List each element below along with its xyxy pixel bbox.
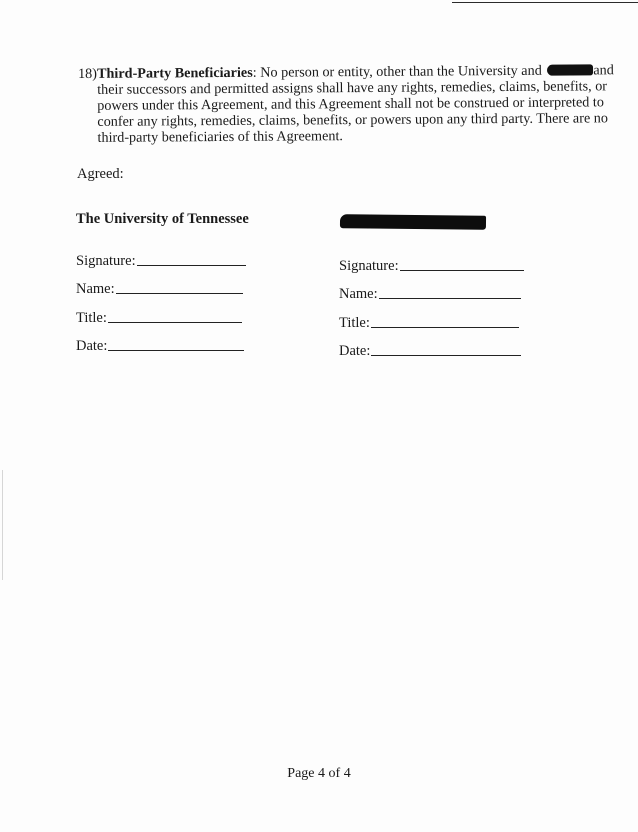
clause-text-1a: : No person or entity, other than the University and (252, 62, 546, 81)
clause-line-3: powers under this Agreement, and this Agreement shall not be construed or interpreted to (97, 94, 605, 114)
signature-line[interactable] (137, 252, 246, 266)
title-line[interactable] (371, 314, 519, 328)
date-row (76, 327, 246, 356)
scan-edge-line (452, 2, 638, 3)
party-left-name: The University of Tennessee (76, 211, 249, 227)
title-label: Title: (76, 309, 107, 326)
signature-row (339, 246, 524, 275)
title-row (339, 303, 524, 332)
name-label: Name: (76, 281, 115, 297)
footer-current-page: 4 (318, 766, 326, 781)
date-label: Date: (76, 338, 108, 354)
date-row (339, 332, 524, 361)
name-row (339, 275, 524, 304)
clause-heading: Third-Party Beneficiaries (96, 64, 253, 82)
signature-label: Signature: (339, 257, 399, 274)
name-row (76, 270, 246, 299)
date-label: Date: (339, 343, 371, 359)
scan-edge-shadow (2, 470, 3, 580)
clause-line-5: third-party beneficiaries of this Agreement. (97, 128, 343, 146)
redaction-bar-inline (547, 64, 593, 75)
name-label: Name: (339, 286, 378, 302)
clause-number: 18) (78, 65, 98, 82)
signature-row (76, 241, 246, 270)
clause-text-1b: and (593, 62, 614, 79)
clause-line-2: their successors and permitted assigns shall have any rights, remedies, claims, benefits, or (97, 78, 608, 98)
signature-line[interactable] (400, 257, 524, 271)
title-row (76, 298, 246, 327)
date-line[interactable] (108, 337, 244, 351)
footer-prefix: Page (287, 766, 319, 781)
name-line[interactable] (379, 285, 521, 299)
footer-total-pages: 4 (343, 766, 351, 781)
clause-line-4: confer any rights, remedies, claims, benefits, or powers upon any third party. There are no (97, 110, 609, 130)
name-line[interactable] (116, 280, 243, 294)
third-party-beneficiaries-clause (78, 62, 614, 146)
party-right-redaction-bar (340, 214, 486, 230)
signature-block-university (76, 241, 246, 355)
agreed-label: Agreed: (77, 166, 124, 182)
signature-block-other-party (339, 246, 524, 360)
title-label: Title: (339, 314, 370, 331)
footer-middle: of (325, 766, 344, 781)
title-line[interactable] (108, 309, 242, 323)
page-footer (0, 766, 638, 782)
date-line[interactable] (371, 342, 521, 356)
signature-label: Signature: (76, 252, 136, 269)
